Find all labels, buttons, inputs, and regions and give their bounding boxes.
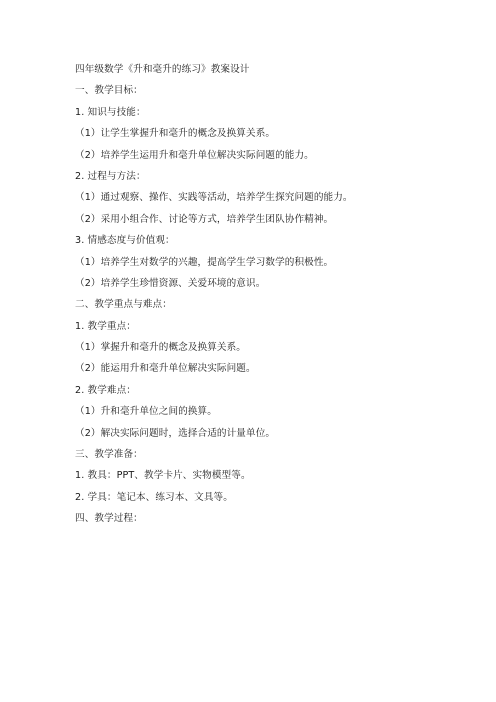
section-heading-process: 四、教学过程： — [75, 513, 143, 525]
subheading-difficulties: 2. 教学难点： — [75, 384, 136, 396]
list-item: （1）掌握升和毫升的概念及换算关系。 — [75, 342, 246, 354]
list-item: 1. 教具：PPT、教学卡片、实物模型等。 — [75, 470, 251, 482]
list-item: （2）培养学生运用升和毫升单位解决实际问题的能力。 — [75, 149, 314, 161]
document-body — [75, 65, 435, 536]
document-title: 四年级数学《升和毫升的练习》教案设计 — [75, 64, 250, 75]
list-item: （2）培养学生珍惜资源、关爱环境的意识。 — [75, 277, 266, 289]
subheading-attitude-values: 3. 情感态度与价值观： — [75, 235, 175, 247]
subheading-process-methods: 2. 过程与方法： — [75, 170, 146, 182]
list-item: （2）解决实际问题时，选择合适的计量单位。 — [75, 427, 276, 439]
section-heading-key-points: 二、教学重点与难点： — [75, 299, 172, 311]
list-item: （1）升和毫升单位之间的换算。 — [75, 406, 217, 418]
section-heading-preparation: 三、教学准备： — [75, 449, 143, 461]
subheading-key-points: 1. 教学重点： — [75, 320, 136, 332]
subheading-knowledge-skills: 1. 知识与技能： — [75, 106, 146, 118]
list-item: （1）通过观察、操作、实践等活动，培养学生探究问题的能力。 — [75, 192, 353, 204]
list-item: 2. 学具：笔记本、练习本、文具等。 — [75, 491, 233, 503]
list-item: （2）采用小组合作、讨论等方式，培养学生团队协作精神。 — [75, 213, 334, 225]
list-item: （1）让学生掌握升和毫升的概念及换算关系。 — [75, 128, 276, 140]
list-item: （2）能运用升和毫升单位解决实际问题。 — [75, 363, 256, 375]
section-heading-objectives: 一、教学目标： — [75, 85, 143, 97]
list-item: （1）培养学生对数学的兴趣，提高学生学习数学的积极性。 — [75, 256, 334, 268]
